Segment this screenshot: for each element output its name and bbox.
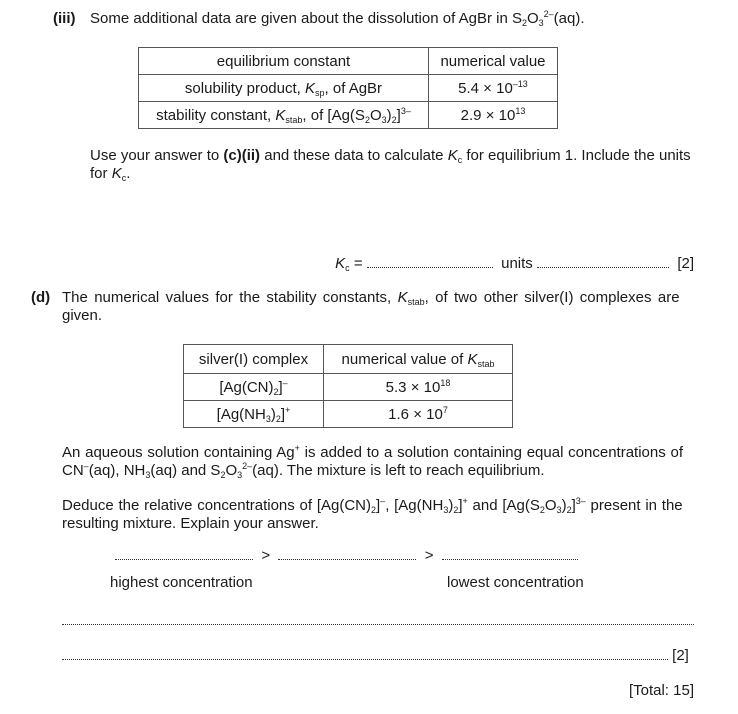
text-segment: 2 <box>273 386 279 397</box>
text-segment: , of two other silver(I) complexes are <box>424 289 680 306</box>
marks-label: [2] <box>672 647 689 664</box>
text-segment: [Ag(CN) <box>219 378 274 396</box>
table-header-row <box>139 48 558 75</box>
text-segment: , of [Ag(S <box>302 106 365 124</box>
header-cell <box>324 345 513 374</box>
text-segment: 5.4 × 10 <box>458 79 513 97</box>
paragraph-line <box>62 462 545 480</box>
text-segment: K <box>467 350 478 368</box>
text-segment: for <box>90 165 112 182</box>
table-row <box>139 102 558 129</box>
text-segment: 3– <box>575 496 586 506</box>
text-segment: 13 <box>515 105 526 116</box>
stability-constants-table <box>183 344 513 428</box>
table-row <box>184 401 513 428</box>
text-segment: 3– <box>400 105 411 116</box>
middle-answer-field[interactable] <box>278 547 416 560</box>
text-segment: (aq). <box>553 10 585 27</box>
part-iii-intro <box>90 10 585 28</box>
text-segment: ] <box>278 378 283 396</box>
text-segment: K <box>275 106 286 124</box>
text-segment: + <box>285 404 291 415</box>
text-segment: O <box>544 497 557 514</box>
part-d-intro <box>62 289 680 307</box>
table-header-row <box>184 345 513 374</box>
text-segment: Use your answer to <box>90 147 224 164</box>
complex-cell <box>184 401 324 428</box>
text-segment: ] <box>376 497 381 514</box>
greater-than-sign: > <box>261 547 271 564</box>
kc-label <box>335 255 362 272</box>
part-d-label: (d) <box>31 289 51 306</box>
lowest-concentration-label: lowest concentration <box>447 574 584 591</box>
marks-label: [2] <box>677 255 694 272</box>
lowest-answer-field[interactable] <box>442 547 578 560</box>
text-segment: 2– <box>543 9 554 19</box>
text-segment: and these data to calculate <box>260 147 448 164</box>
text-segment: c <box>345 263 350 273</box>
text-segment: 5.3 × 10 <box>385 378 441 396</box>
text-segment: solubility product, <box>184 79 305 97</box>
text-segment: 2 <box>275 413 281 424</box>
highest-answer-field[interactable] <box>115 547 253 560</box>
value-cell <box>324 374 513 401</box>
table-row <box>184 374 513 401</box>
complex-cell <box>184 374 324 401</box>
text-segment: Deduce the relative concentrations of [Ag(CN) <box>62 497 371 514</box>
text-segment: O <box>526 10 539 27</box>
table-row <box>139 75 558 102</box>
total-marks: [Total: 15] <box>628 682 694 699</box>
text-segment: [Ag(NH <box>216 405 266 423</box>
explanation-line[interactable] <box>62 612 694 625</box>
text-segment: , [Ag(NH <box>385 497 444 514</box>
text-segment: 3 <box>556 505 562 515</box>
value-cell <box>429 102 558 129</box>
text-segment: 3 <box>265 413 271 424</box>
paragraph-line: resulting mixture. Explain your answer. <box>62 515 319 532</box>
equilibrium-constants-table <box>138 47 558 129</box>
text-segment: for equilibrium 1. Include the units <box>462 147 691 164</box>
text-segment: silver(I) complex <box>198 350 309 368</box>
text-segment: – <box>83 461 89 471</box>
instruction-line <box>90 165 130 183</box>
text-segment: K <box>397 289 408 306</box>
text-segment: ) <box>448 497 454 514</box>
text-segment: O <box>369 106 382 124</box>
text-segment: . <box>126 165 131 182</box>
text-segment: ] <box>396 106 401 124</box>
text-segment: (aq) and S <box>150 462 221 479</box>
text-segment: K <box>335 255 346 272</box>
header-cell: numerical value <box>429 48 558 75</box>
text-segment: The numerical values for the stability constants, <box>62 289 398 306</box>
header-cell: equilibrium constant <box>139 48 429 75</box>
text-segment: 2 <box>364 114 370 125</box>
text-segment: ] <box>458 497 463 514</box>
paragraph-line <box>62 444 683 462</box>
text-segment: 2 <box>370 505 376 515</box>
text-segment: is added to a solution containing equal concentrations of <box>299 444 684 461</box>
text-segment: stab <box>407 297 425 307</box>
part-d-intro: given. <box>62 307 103 324</box>
text-segment: – <box>282 377 288 388</box>
text-segment: stability constant, <box>156 106 276 124</box>
units-label: units <box>501 255 533 272</box>
text-segment: 2 <box>220 470 226 480</box>
text-segment: 2.9 × 10 <box>460 106 516 124</box>
text-segment: c <box>457 155 463 165</box>
text-segment: + <box>462 496 468 506</box>
text-segment: 2 <box>391 114 397 125</box>
constant-cell <box>139 102 429 129</box>
text-segment: (c)(ii) <box>223 147 261 164</box>
text-segment: CN <box>62 462 84 479</box>
header-cell <box>184 345 324 374</box>
text-segment: 3 <box>381 114 387 125</box>
text-segment: 3 <box>443 505 449 515</box>
text-segment: –13 <box>512 78 528 89</box>
text-segment: 2– <box>242 461 253 471</box>
text-segment: 3 <box>237 470 243 480</box>
text-segment: , of AgBr <box>324 79 383 97</box>
text-segment: Some additional data are given about the dissolution of AgBr in S <box>90 10 522 27</box>
text-segment: K <box>447 147 458 164</box>
text-segment: ] <box>571 497 576 514</box>
text-segment: K <box>304 79 315 97</box>
text-segment: and [Ag(S <box>467 497 540 514</box>
text-segment: 3 <box>538 18 544 28</box>
greater-than-sign: > <box>424 547 434 564</box>
text-segment: (aq), NH <box>88 462 146 479</box>
text-segment: sp <box>315 87 325 98</box>
text-segment: 3 <box>145 470 151 480</box>
text-segment: – <box>380 496 386 506</box>
text-segment: stab <box>477 358 495 369</box>
text-segment: = <box>349 255 363 272</box>
text-segment: 2 <box>566 505 572 515</box>
text-segment: numerical value of <box>341 350 468 368</box>
text-segment: (aq). The mixture is left to reach equilibrium. <box>252 462 545 479</box>
text-segment: 2 <box>521 18 527 28</box>
part-iii-label: (iii) <box>53 10 76 27</box>
text-segment: ) <box>561 497 567 514</box>
text-segment: 7 <box>442 404 448 415</box>
explanation-line[interactable] <box>62 647 668 660</box>
concentration-order-line <box>115 547 578 565</box>
text-segment: 2 <box>539 505 545 515</box>
instruction-line <box>90 147 691 165</box>
highest-concentration-label: highest concentration <box>110 574 253 591</box>
explanation-line-final <box>62 647 694 665</box>
value-cell <box>429 75 558 102</box>
text-segment: 2 <box>453 505 459 515</box>
text-segment: 1.6 × 10 <box>388 405 443 423</box>
text-segment: 18 <box>440 377 451 388</box>
text-segment: K <box>111 165 122 182</box>
text-segment: ) <box>386 106 392 124</box>
text-segment: + <box>294 443 300 453</box>
kc-answer-field[interactable] <box>367 255 493 268</box>
value-cell <box>324 401 513 428</box>
kc-answer-line <box>335 255 694 273</box>
units-answer-field[interactable] <box>537 255 669 268</box>
text-segment: O <box>225 462 238 479</box>
paragraph-line <box>62 497 683 515</box>
text-segment: stab <box>285 114 303 125</box>
constant-cell <box>139 75 429 102</box>
text-segment: An aqueous solution containing Ag <box>62 444 295 461</box>
text-segment: ) <box>270 405 276 423</box>
text-segment: ] <box>280 405 286 423</box>
text-segment: present in the <box>585 497 683 514</box>
text-segment: c <box>121 173 127 183</box>
